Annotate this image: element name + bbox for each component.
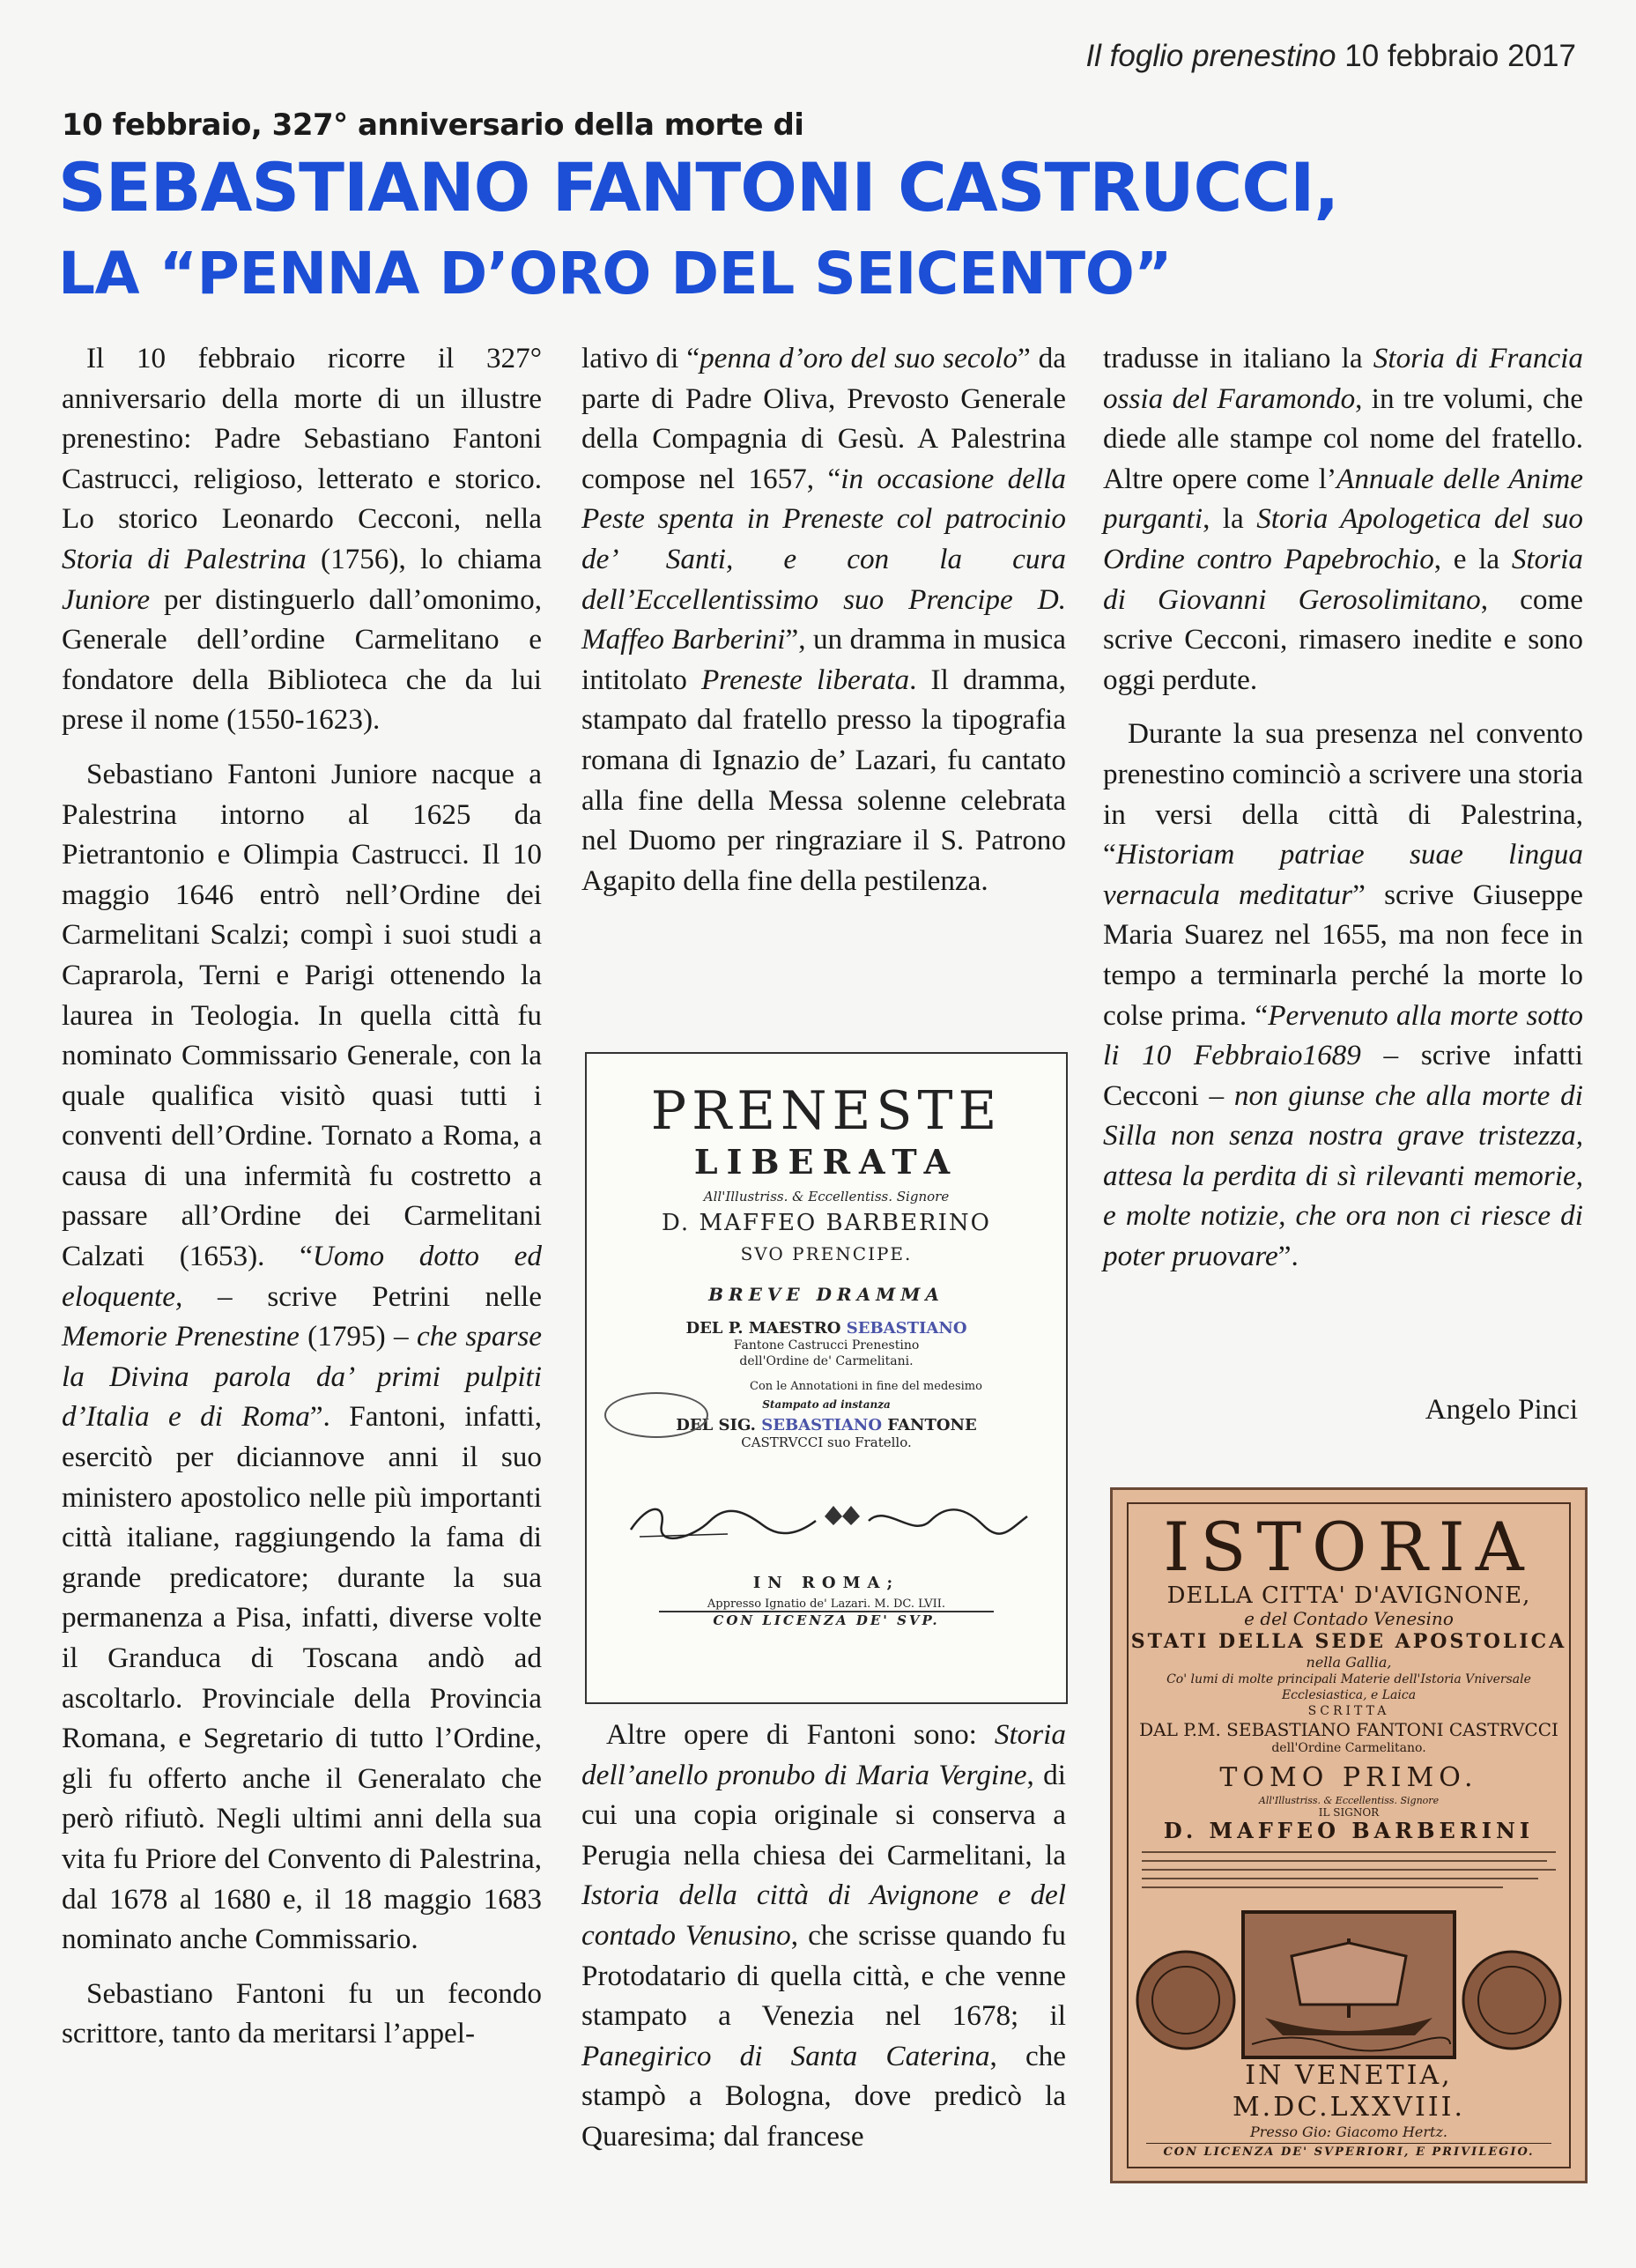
text-run: (1795) – bbox=[299, 1320, 417, 1353]
cover1-author-detail: Fantone Castrucci Prenestino dell'Ordine de' Carmelitani. bbox=[733, 1338, 920, 1368]
italic-run: Memorie Prenestine bbox=[62, 1320, 300, 1353]
italic-run: Preneste liberata bbox=[700, 663, 910, 696]
text-run: , la bbox=[1203, 502, 1257, 536]
cover2-volume: TOMO PRIMO. bbox=[1219, 1762, 1478, 1793]
publication-name: Il foglio prenestino bbox=[1085, 39, 1336, 73]
book-cover-istoria-avignone bbox=[1110, 1487, 1588, 2183]
paragraph bbox=[62, 754, 542, 1960]
italic-run: Panegirico di Santa Caterina bbox=[581, 2039, 990, 2072]
cover1-author bbox=[587, 1319, 1066, 1338]
text-run: – scrive Petrini nelle bbox=[182, 1279, 542, 1313]
cover2-scritta: SCRITTA bbox=[1307, 1704, 1390, 1718]
italic-run: che sparse la Divina parola da’ primi pulpiti d’Italia e di Roma bbox=[62, 1320, 543, 1434]
text-run: , di cui una copia originale si conserva a Perugia nella chiesa dei Carmelitani, la bbox=[581, 1758, 1066, 1871]
cover1-annotations: Con le Annotationi in fine del medesimo bbox=[750, 1380, 982, 1393]
cover1-genre: BREVE DRAMMA bbox=[708, 1284, 944, 1305]
italic-run: Storia di Giovanni Gerosolimitano bbox=[1103, 542, 1583, 616]
italic-run: Storia Apologetica del suo Ordine contro Papebrochio bbox=[1103, 502, 1583, 575]
paragraph bbox=[62, 1974, 542, 2054]
cover1-dedication: All'Illustriss. & Eccellentiss. Signore bbox=[703, 1189, 950, 1204]
cover2-order: dell'Ordine Carmelitano. bbox=[1271, 1741, 1426, 1755]
column-3 bbox=[1103, 338, 1583, 1277]
cover1-printed-for: Stampato ad instanza bbox=[762, 1398, 891, 1411]
text-run: , in tre volumi, che diede alle stampe col nome del fratello. Altre opere come l’ bbox=[1103, 382, 1583, 495]
paragraph bbox=[62, 338, 542, 740]
paragraph bbox=[581, 338, 1066, 901]
cover2-contado: e del Contado Venesino bbox=[1244, 1608, 1454, 1629]
text-run: ” da parte di Padre Oliva, Prevosto Generale della Compagnia di Gesù. A Palestrina compose nel 1657, “ bbox=[581, 342, 1067, 495]
book-cover-preneste-liberata bbox=[585, 1052, 1068, 1704]
cover1-brother-detail: CASTRVCCI suo Fratello. bbox=[741, 1434, 912, 1450]
italic-run: Pervenuto alla morte sotto li 10 Febbraio1689 bbox=[1103, 998, 1583, 1072]
cover1-title: PRENESTE bbox=[650, 1080, 1003, 1142]
text-run: – scrive infatti Cecconi – bbox=[1103, 1039, 1583, 1112]
cover1-brother-name: SEBASTIANO bbox=[761, 1416, 883, 1434]
paragraph bbox=[1103, 338, 1583, 700]
cover2-fine-print bbox=[1133, 1845, 1565, 1894]
cover2-engraving bbox=[1133, 1903, 1565, 2062]
cover2-license: CON LICENZA DE' SVPERIORI, E PRIVILEGIO. bbox=[1146, 2143, 1551, 2160]
cover2-city: IN VENETIA, M.DC.LXXVIII. bbox=[1232, 2060, 1466, 2123]
cover2-dedication: All'Illustriss. & Eccellentiss. Signore bbox=[1258, 1795, 1440, 1806]
cover1-subtitle: LIBERATA bbox=[693, 1142, 959, 1182]
cover1-license: CON LICENZA DE' SVP. bbox=[713, 1612, 940, 1628]
text-run: Sebastiano Fantoni Juniore nacque a Palestrina intorno al 1625 da Pietrantonio e Olimpia Castrucci. Il 10 maggio 1646 entrò nell’Ordine dei Carmelitani Scalzi; compì i suoi studi a Caprarola, Terni e Parigi ottenendo la laurea in Teologia. In quella città fu nominato Commissario Generale, con la quale qualifica visitò quasi tutti i conventi dell’Ordine. Tornato a Roma, a causa di una infermità fu costretto a passare all’Ordine dei Carmelitani Calzati (1653). “ bbox=[62, 757, 542, 1273]
cover2-title: ISTORIA bbox=[1163, 1508, 1535, 1586]
italic-run: Storia di Palestrina bbox=[62, 542, 307, 575]
italic-run: non giunse che alla morte di Silla non senza nostra grave tristezza, attesa la perdita di sì rilevanti memorie, e molte notizie, che ora non ci riesce di poter pruovare bbox=[1103, 1078, 1583, 1273]
text-run: . Il dramma, stampato dal fratello presso la tipografia romana di Ignazio de’ Lazari, fu cantato alla fine della Messa solenne celebrata nel Duomo per ringraziare il S. Patrono Agapito della fine della pestilenza. bbox=[581, 663, 1066, 897]
publication-date: 10 febbraio 2017 bbox=[1344, 39, 1576, 73]
text-run: ”. bbox=[1277, 1240, 1299, 1273]
cover1-printer: Appresso Ignatio de' Lazari. M. DC. LVII. bbox=[707, 1597, 946, 1611]
italic-run: Historiam patriae suae lingua vernacula meditatur bbox=[1103, 838, 1583, 911]
cover2-gallia: nella Gallia, bbox=[1306, 1654, 1392, 1671]
cover1-author-prefix: DEL P. MAESTRO bbox=[685, 1319, 847, 1338]
text-run: , come scrive Cecconi, rimasero inedite e sono oggi perdute. bbox=[1103, 582, 1583, 696]
paragraph bbox=[581, 1715, 1066, 2157]
italic-run: Storia di Francia ossia del Faramondo bbox=[1103, 342, 1583, 415]
italic-run: Uomo dotto ed eloquente, bbox=[62, 1240, 543, 1313]
text-run: ” scrive Giuseppe Maria Suarez nel 1655, ma non fece in tempo a terminarla perché la morte lo colse prima. “ bbox=[1103, 878, 1583, 1032]
column-2-continued bbox=[581, 1715, 1066, 2157]
text-run: lativo di “ bbox=[581, 342, 700, 374]
italic-run: Istoria della città di Avignone e del contado Venusino bbox=[581, 1879, 1066, 1952]
cover2-stati: STATI DELLA SEDE APOSTOLICA bbox=[1130, 1630, 1567, 1653]
library-stamp bbox=[604, 1392, 708, 1438]
text-run: (1756), lo chiama bbox=[306, 542, 542, 575]
cover1-brother-prefix: DEL SIG. bbox=[676, 1416, 762, 1434]
text-run: ”, un dramma in musica intitolato bbox=[581, 623, 1066, 696]
column-1 bbox=[62, 338, 542, 2054]
cover2-printer: Presso Gio: Giacomo Hertz. bbox=[1250, 2123, 1447, 2140]
article-title-line2: LA “PENNA D’ORO DEL SEICENTO” bbox=[58, 240, 1173, 308]
cover1-imprint bbox=[587, 1574, 1066, 1628]
cover2-dedicatee: D. MAFFEO BARBERINI bbox=[1163, 1818, 1535, 1843]
italic-run: Storia dell’anello pronubo di Maria Vergine bbox=[581, 1718, 1066, 1791]
text-run: Il 10 febbraio ricorre il 327° anniversario della morte di un illustre prenestino: Padre Sebastiano Fantoni Castrucci, religioso, letterato e storico. Lo storico Leonardo Cecconi, nella bbox=[62, 342, 542, 536]
text-run: , che scrisse quando fu Protodatario di quella città, e che venne stampato a Venezia nel 1678; il bbox=[581, 1918, 1066, 2033]
cover2-imprint bbox=[1129, 2060, 1569, 2160]
paragraph bbox=[1103, 714, 1583, 1276]
cover1-dedicatee: D. MAFFEO BARBERINO bbox=[662, 1210, 991, 1236]
article-title-line1: SEBASTIANO FANTONI CASTRUCCI, bbox=[58, 148, 1339, 226]
cover2-lumi: Co' lumi di molte principali Materie dell'Istoria Vniversale Ecclesiastica, e Laica bbox=[1166, 1672, 1531, 1702]
handwritten-signature bbox=[622, 1494, 1036, 1547]
italic-run: penna d’oro del suo secolo bbox=[700, 342, 1018, 374]
text-run: per distinguerlo dall’omonimo, Generale dell’ordine Carmelitano e fondatore della Biblioteca che da lui prese il nome (1550-1623). bbox=[62, 582, 542, 737]
article-author: Angelo Pinci bbox=[1425, 1394, 1578, 1426]
text-run: , che stampò a Bologna, dove predicò la Quaresima; dal francese bbox=[581, 2039, 1066, 2153]
italic-run: Juniore bbox=[62, 582, 151, 616]
cover2-frame bbox=[1127, 1502, 1571, 2168]
text-run: Sebastiano Fantoni fu un fecondo scrittore, tanto da meritarsi l’appel- bbox=[62, 1976, 542, 2050]
cover1-author-name: SEBASTIANO bbox=[846, 1319, 967, 1338]
header-line bbox=[1085, 39, 1576, 74]
cover2-subtitle: DELLA CITTA' D'AVIGNONE, bbox=[1166, 1582, 1531, 1609]
text-run: ”. Fantoni, infatti, esercitò per diciannove anni il suo ministero apostolico nelle più importanti città italiane, raggiungendo la fama di grande predicatore; durante la sua permanenza a Pisa, infatti, diverse volte il Granduca di Toscana andò ad ascoltarlo. Provinciale della Provincia Romana, e Segretario di tutto l’Ordine, gli fu offerto anche il Generalato che però rifiutò. Negli ultimi anni della sua vita fu Priore del Convento di Palestrina, dal 1678 al 1680 e, il 18 maggio 1683 nominato anche Commissario. bbox=[62, 1400, 542, 1956]
text-run: Altre opere di Fantoni sono: bbox=[606, 1718, 995, 1751]
cover1-brother-surname: FANTONE bbox=[882, 1416, 977, 1434]
italic-run: Annuale delle Anime purganti bbox=[1103, 462, 1583, 536]
text-run: tradusse in italiano la bbox=[1103, 342, 1373, 374]
article-kicker: 10 febbraio, 327° anniversario della morte di bbox=[62, 107, 804, 143]
cover1-prince: SVO PRENCIPE. bbox=[740, 1243, 913, 1264]
text-run: , e la bbox=[1433, 542, 1512, 575]
text-run: Durante la sua presenza nel convento prenestino cominciò a scrivere una storia in versi della città di Palestrina, “ bbox=[1103, 717, 1583, 871]
cover1-city: IN ROMA; bbox=[752, 1574, 900, 1592]
cover2-signor: IL SIGNOR bbox=[1318, 1806, 1380, 1819]
column-2 bbox=[581, 338, 1066, 901]
italic-run: in occasione della Peste spenta in Preneste col patrocinio de’ Santi, e con la cura dell’Eccellentissimo suo Prencipe D. Maffeo Barberini bbox=[581, 462, 1067, 656]
cover2-author: DAL P.M. SEBASTIANO FANTONI CASTRVCCI bbox=[1139, 1719, 1558, 1740]
